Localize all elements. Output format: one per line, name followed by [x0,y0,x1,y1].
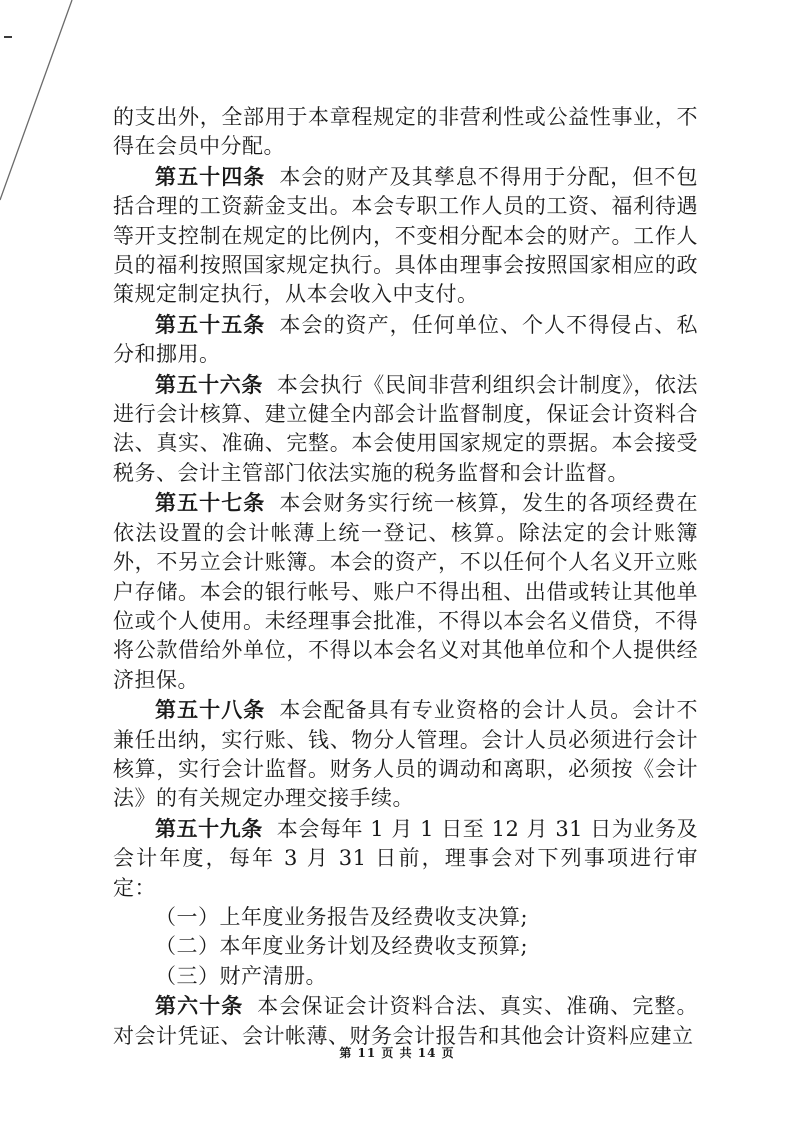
article-text: 本会每年 1 月 1 日至 12 月 31 日为业务及会计年度，每年 3 月 31 日前，理事会对下列事项进行审定： [113,816,699,900]
paragraph-text: 的支出外，全部用于本章程规定的非营利性或公益性事业，不得在会员中分配。 [113,105,698,159]
article-54 [113,162,698,310]
article-59 [113,814,698,903]
list-item-text: （一）上年度业务报告及经费收支决算; [155,904,529,929]
article-title: 第五十八条 [155,697,266,723]
article-title: 第五十四条 [155,163,266,189]
article-title: 第五十五条 [155,311,266,337]
article-text: 本会配备具有专业资格的会计人员。会计不兼任出纳，实行账、钱、物分人管理。会计人员必须进行会计核算，实行会计监督。财务人员的调动和离职，必须按《会计法》的有关规定办理交接手续。 [113,698,699,811]
article-55 [113,310,698,370]
article-58 [113,695,698,814]
article-text: 本会的资产，任何单位、个人不得侵占、私分和挪用。 [113,312,699,367]
article-57 [113,488,698,695]
page-number-footer: 第 11 页 共 14 页 [339,1046,455,1060]
list-item-3 [113,962,698,991]
article-text: 本会的财产及其孳息不得用于分配，但不包括合理的工资薪金支出。本会专职工作人员的工资、福利待遇等开支控制在规定的比例内，不变相分配本会的财产。工作人员的福利按照国家规定执行。具体由理事会按照国家相应的政策规定制定执行，从本会收入中支付。 [113,164,699,307]
article-text: 本会保证会计资料合法、真实、准确、完整。对会计凭证、会计帐薄、财务会计报告和其他会计资料应建立 [113,994,699,1048]
article-title: 第六十条 [155,993,244,1019]
document-body [113,103,698,1051]
list-item-1 [113,903,698,932]
paragraph-0 [113,103,698,162]
article-title: 第五十九条 [155,815,263,841]
article-60 [113,991,698,1051]
article-text: 本会执行《民间非营利组织会计制度》，依法进行会计核算、建立健全内部会计监督制度，保证会计资料合法、真实、准确、完整。本会使用国家规定的票据。本会接受税务、会计主管部门依法实施的税务监督和会计监督。 [113,372,699,485]
list-item-text: （三）财产清册。 [155,963,327,988]
article-text: 本会财务实行统一核算，发生的各项经费在依法设置的会计帐薄上统一登记、核算。除法定的会计账簿外，不另立会计账簿。本会的资产，不以任何个人名义开立账户存储。本会的银行帐号、账户不得出租、出借或转让其他单位或个人使用。未经理事会批准，不得以本会名义借贷，不得将公款借给外单位，不得以本会名义对其他单位和个人提供经济担保。 [113,491,699,692]
list-item-text: （二）本年度业务计划及经费收支预算; [155,934,529,959]
article-title: 第五十七条 [155,490,266,516]
article-56 [113,370,698,489]
list-item-2 [113,932,698,961]
article-title: 第五十六条 [155,371,263,397]
